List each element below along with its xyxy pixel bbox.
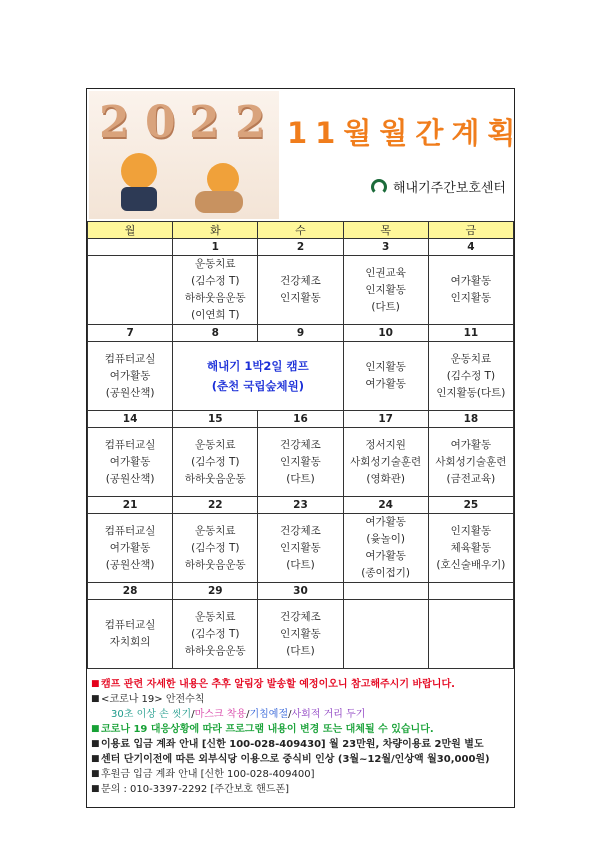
activity-line: 컴퓨터교실 xyxy=(104,352,156,365)
activity-line: (호신술배우기) xyxy=(436,558,506,571)
activity-line: 컴퓨터교실 xyxy=(104,524,156,537)
center-name: 해내기주간보호센터 xyxy=(371,177,506,196)
day-number: 7 xyxy=(88,325,173,342)
day-number: 8 xyxy=(173,325,258,342)
activity-line: (공원산책) xyxy=(105,386,155,399)
center-logo-icon xyxy=(371,179,387,195)
day-activities xyxy=(88,342,173,411)
tiger-illustration xyxy=(121,153,157,189)
activity-line: (김수정 T) xyxy=(446,369,496,382)
day-activities xyxy=(173,256,258,325)
activity-line: 자치회의 xyxy=(109,636,151,648)
day-activities xyxy=(343,256,428,325)
day-activities xyxy=(428,256,513,325)
note-item: ■ 센터 단기이전에 따른 외부식당 이용으로 중식비 인상 (3월~12월/인상액 월30,000원) xyxy=(91,754,490,765)
activity-line: 운동치료 xyxy=(194,610,236,623)
activity-line: 건강체조 xyxy=(280,524,321,537)
activity-line: 하하웃음운동 xyxy=(184,558,246,571)
activity-line: (다트) xyxy=(371,300,400,313)
day-number xyxy=(88,239,173,256)
day-number: 24 xyxy=(343,497,428,514)
activity-line: 체육활동 xyxy=(450,541,492,554)
activity-line: (다트) xyxy=(286,644,315,657)
day-activities xyxy=(88,256,173,325)
bullet-icon: ■ xyxy=(91,784,100,794)
day-activities xyxy=(343,600,428,669)
day-activities xyxy=(88,600,173,669)
day-number: 4 xyxy=(428,239,513,256)
activity-line: (금전교육) xyxy=(446,472,496,485)
activity-line: 하하웃음운동 xyxy=(184,472,246,485)
bullet-icon: ■ xyxy=(91,739,100,749)
camp-text: (춘천 국립숲체원) xyxy=(211,379,305,393)
header xyxy=(87,89,524,221)
day-activities xyxy=(88,428,173,497)
day-number: 10 xyxy=(343,325,428,342)
day-number: 18 xyxy=(428,411,513,428)
activity-line: 여가활동 xyxy=(365,516,406,528)
camp-event xyxy=(173,342,343,411)
activity-line: 컴퓨터교실 xyxy=(104,438,156,451)
bullet-icon: ■ xyxy=(91,694,100,704)
day-number: 3 xyxy=(343,239,428,256)
activity-line: 여가활동 xyxy=(365,378,406,390)
activity-line: 운동치료 xyxy=(194,438,236,451)
activity-line: (김수정 T) xyxy=(191,627,240,640)
activity-line: 정서지원 xyxy=(365,438,406,451)
camp-text: 해내기 1박2일 캠프 xyxy=(206,359,309,373)
note-item: ■ 문의 : 010-3397-2292 [주간보호 핸드폰] xyxy=(91,784,290,795)
day-activities xyxy=(173,514,258,583)
day-activities xyxy=(428,428,513,497)
weekday-header: 목 xyxy=(343,222,428,239)
activity-line: 인지활동 xyxy=(280,541,321,554)
day-activities xyxy=(173,428,258,497)
activity-line: 여가활동 xyxy=(365,550,406,562)
day-number: 22 xyxy=(173,497,258,514)
activity-line: (다트) xyxy=(286,472,315,485)
activity-line: 건강체조 xyxy=(280,438,321,451)
activity-line: (윷놀이) xyxy=(366,533,405,545)
day-activities xyxy=(173,600,258,669)
day-activities xyxy=(343,514,428,583)
activity-line: (김수정 T) xyxy=(191,541,240,554)
activity-line: (공원산책) xyxy=(105,472,155,485)
activity-line: 하하웃음운동 xyxy=(184,644,246,657)
day-activities xyxy=(258,514,343,583)
page-title: 11월월간계획 xyxy=(287,116,524,150)
activity-line: 인지활동 xyxy=(280,292,321,304)
weekday-header: 월 xyxy=(88,222,173,239)
calendar-frame xyxy=(86,88,524,808)
day-activities xyxy=(428,342,513,411)
weekday-header: 수 xyxy=(258,222,343,239)
notes xyxy=(87,677,514,797)
note-item: ■ 후원금 입금 계좌 안내 [신한 100-028-409400] xyxy=(91,769,315,780)
activity-line: 건강체조 xyxy=(280,275,321,287)
activity-line: 사회성기술훈련 xyxy=(350,455,422,468)
activity-line: 컴퓨터교실 xyxy=(104,619,156,631)
day-activities xyxy=(343,428,428,497)
bullet-icon: ■ xyxy=(91,769,100,779)
activity-line: 여가활동 xyxy=(450,275,492,287)
day-number: 25 xyxy=(428,497,513,514)
bullet-icon: ■ xyxy=(91,679,100,689)
bullet-icon: ■ xyxy=(91,724,100,734)
activity-line: 운동치료 xyxy=(194,258,236,270)
activity-line: 여가활동 xyxy=(450,438,492,451)
activity-line: (다트) xyxy=(286,558,315,571)
note-item: ■ 이용료 입금 계좌 안내 [신한 100-028-409430] 월 23만원, 차량이용료 2만원 별도 xyxy=(91,739,484,750)
activity-line: 건강체조 xyxy=(280,610,321,623)
activity-line: 인지활동(다트) xyxy=(436,386,506,399)
day-activities xyxy=(258,600,343,669)
activity-line: (종이접기) xyxy=(361,567,411,579)
day-activities xyxy=(88,514,173,583)
weekday-header: 금 xyxy=(428,222,513,239)
activity-line: 여가활동 xyxy=(109,369,151,382)
day-number xyxy=(428,583,513,600)
activity-line: (이연희 T) xyxy=(191,309,240,321)
day-number: 29 xyxy=(173,583,258,600)
day-number: 15 xyxy=(173,411,258,428)
day-number: 1 xyxy=(173,239,258,256)
note-item: ■ 캠프 관련 자세한 내용은 추후 알림장 발송할 예정이오니 참고해주시기 바랍니다. xyxy=(91,679,455,690)
day-number: 16 xyxy=(258,411,343,428)
monthly-calendar xyxy=(87,221,514,669)
activity-line: 운동치료 xyxy=(450,352,492,365)
activity-line: (김수정 T) xyxy=(191,455,240,468)
note-item: ■ 코로나 19 대응상황에 따라 프로그램 내용이 변경 또는 대체될 수 있습니다. xyxy=(91,724,434,735)
day-activities xyxy=(343,342,428,411)
activity-line: 인지활동 xyxy=(280,627,321,640)
activity-line: 운동치료 xyxy=(194,524,236,537)
day-number: 21 xyxy=(88,497,173,514)
activity-line: 인지활동 xyxy=(280,455,321,468)
activity-line: 인지활동 xyxy=(365,361,406,373)
day-number xyxy=(343,583,428,600)
activity-line: 여가활동 xyxy=(109,455,151,468)
year-banner-image: 2 0 2 2 xyxy=(89,91,279,219)
note-sub-item: 30초 이상 손 씻기 / 마스크 착용 / 기침예절 / 사회적 거리 두기 xyxy=(111,709,366,720)
day-number: 11 xyxy=(428,325,513,342)
activity-line: 하하웃음운동 xyxy=(184,292,246,304)
bullet-icon: ■ xyxy=(91,754,100,764)
activity-line: (공원산책) xyxy=(105,558,155,571)
day-number: 28 xyxy=(88,583,173,600)
day-number: 14 xyxy=(88,411,173,428)
day-number: 9 xyxy=(258,325,343,342)
activity-line: 사회성기술훈련 xyxy=(435,455,507,468)
activity-line: (김수정 T) xyxy=(191,275,240,287)
day-activities xyxy=(428,600,513,669)
activity-line: 인지활동 xyxy=(365,283,406,296)
day-number: 17 xyxy=(343,411,428,428)
day-number: 23 xyxy=(258,497,343,514)
activity-line: 인지활동 xyxy=(450,524,492,537)
note-item: ■ <코로나 19> 안전수칙 xyxy=(91,694,205,705)
activity-line: 인지활동 xyxy=(450,292,492,304)
day-number: 2 xyxy=(258,239,343,256)
activity-line: 여가활동 xyxy=(109,541,151,554)
day-activities xyxy=(428,514,513,583)
day-number: 30 xyxy=(258,583,343,600)
day-activities xyxy=(258,428,343,497)
weekday-header: 화 xyxy=(173,222,258,239)
day-activities xyxy=(258,256,343,325)
activity-line: (영화관) xyxy=(366,472,405,485)
activity-line: 인권교육 xyxy=(365,266,406,279)
